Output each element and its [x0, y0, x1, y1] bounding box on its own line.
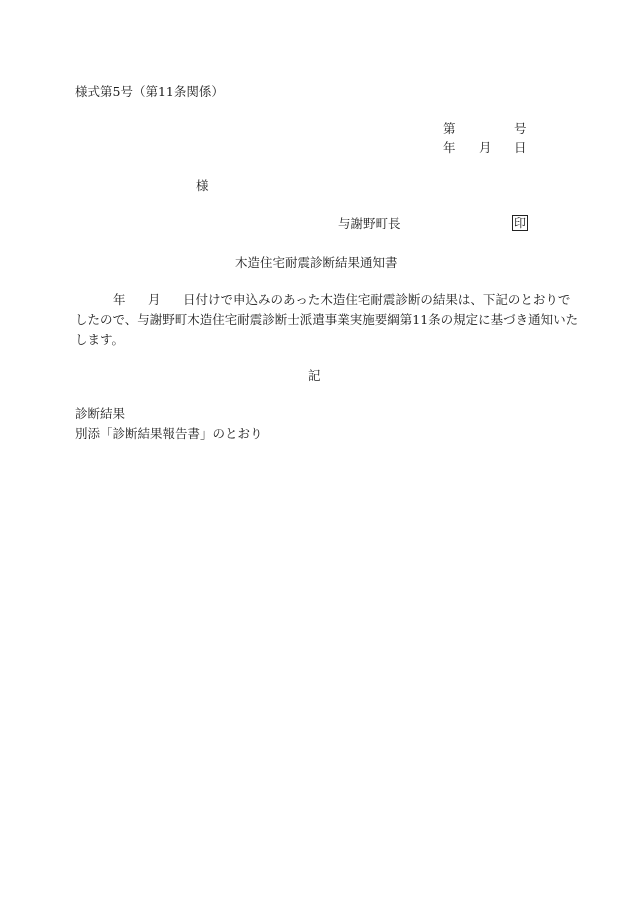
- ki-heading: 記: [308, 368, 321, 383]
- body-line2: したので、与謝野町木造住宅耐震診断士派遣事業実施要綱第11条の規定に基づき通知いた: [75, 312, 579, 327]
- body-year: 年: [113, 292, 126, 307]
- result-heading: 診断結果: [75, 406, 126, 421]
- issuer-name: 与謝野町長: [338, 216, 401, 231]
- result-text: 別添「診断結果報告書」のとおり: [75, 426, 263, 441]
- date-month: 月: [479, 140, 492, 155]
- seal-mark: [512, 215, 528, 231]
- body-line3: します。: [75, 332, 125, 347]
- reference-dai: 第: [443, 121, 456, 136]
- form-label: 様式第5号（第11条関係）: [75, 84, 224, 99]
- date-day: 日: [514, 140, 527, 155]
- reference-go: 号: [514, 121, 527, 136]
- document-title: 木造住宅耐震診断結果通知書: [235, 255, 398, 270]
- seal-label: 印: [514, 216, 527, 230]
- body-month: 月: [148, 292, 161, 307]
- addressee-suffix: 様: [196, 178, 209, 193]
- body-line1: 日付けで申込みのあった木造住宅耐震診断の結果は、下記のとおりで: [183, 292, 571, 307]
- date-year: 年: [443, 140, 456, 155]
